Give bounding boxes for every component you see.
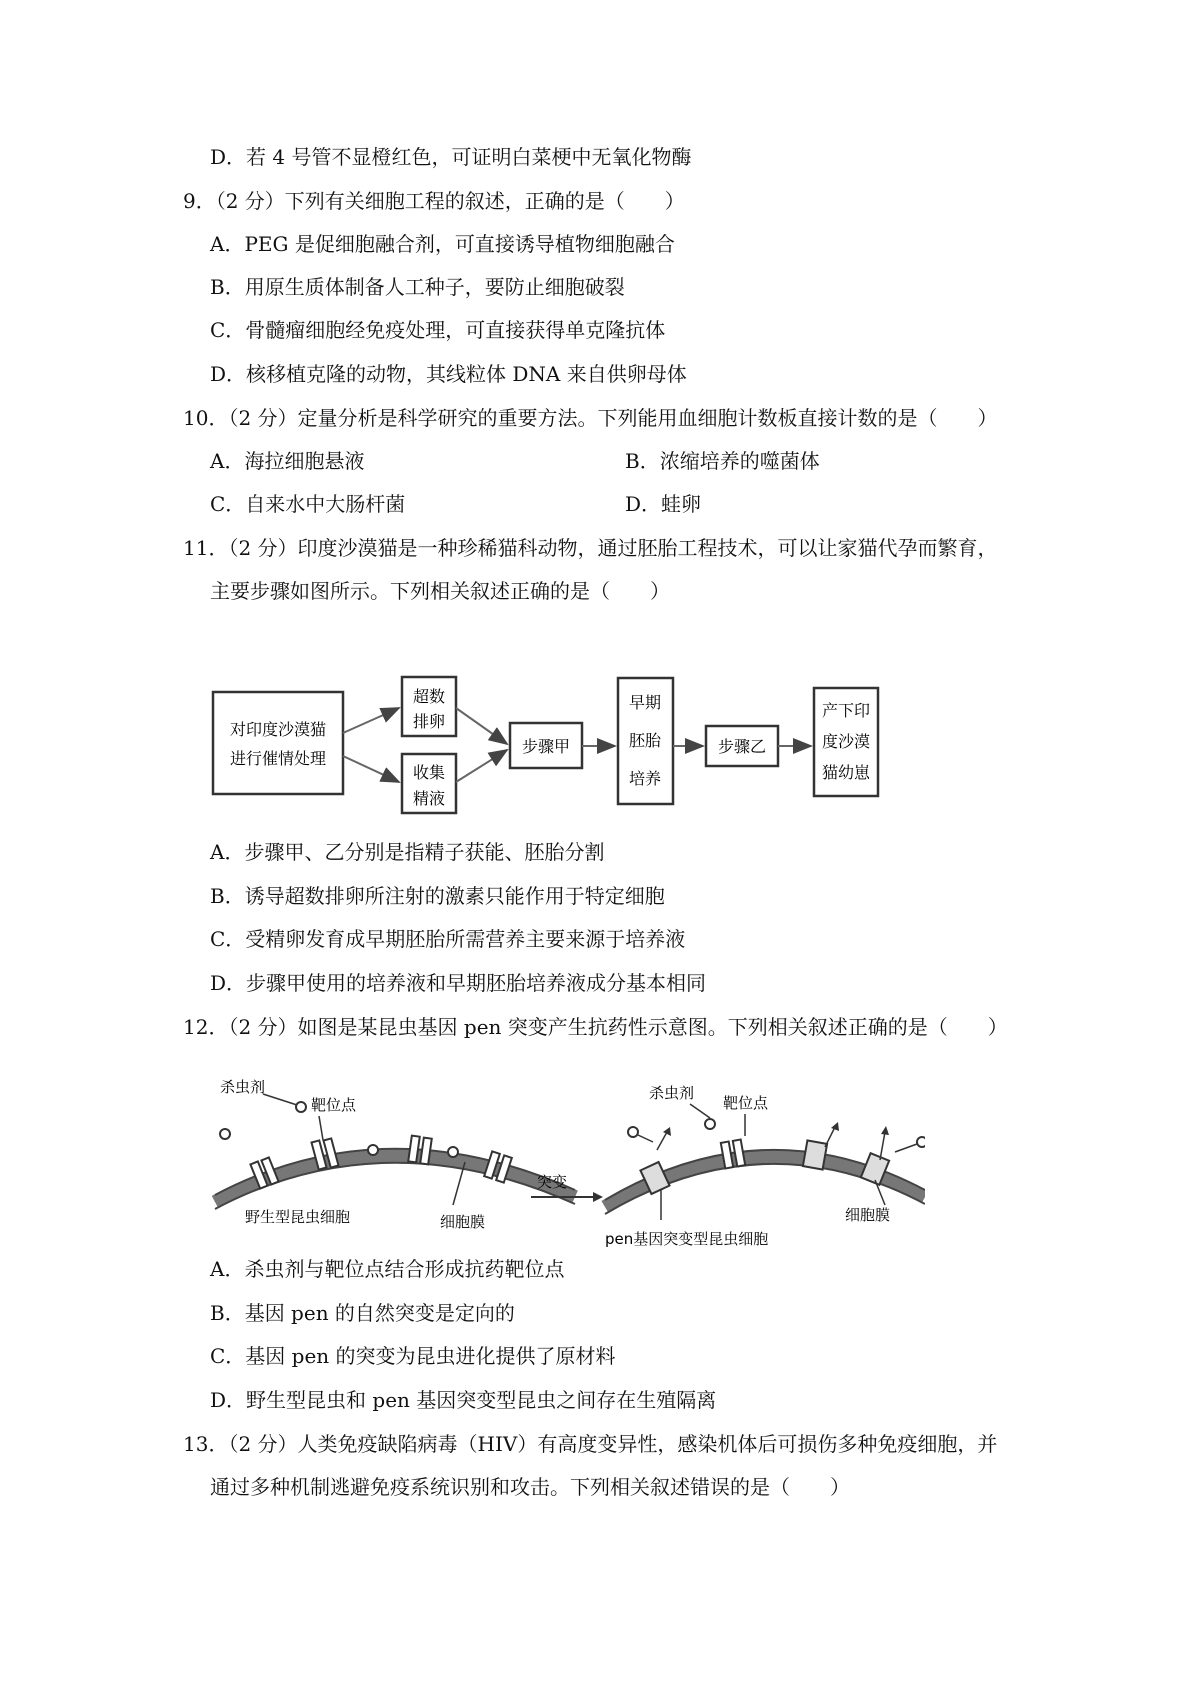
mutation-label: 突变 bbox=[537, 1173, 568, 1191]
birth-text-3: 猫幼崽 bbox=[821, 763, 871, 782]
option-10d: D．蛙卵 bbox=[625, 492, 702, 516]
insecticide-molecule-1 bbox=[220, 1129, 230, 1139]
superov-text-2: 排卵 bbox=[412, 712, 446, 731]
option-9c: C．骨髓瘤细胞经免疫处理，可直接获得单克隆抗体 bbox=[210, 318, 666, 342]
membrane-left-label: 细胞膜 bbox=[440, 1213, 486, 1231]
birth-text-1: 产下印 bbox=[821, 701, 871, 720]
arrow-superov bbox=[343, 708, 399, 733]
birth-text-2: 度沙漠 bbox=[821, 732, 871, 751]
option-12a: A．杀虫剂与靶位点结合形成抗药靶位点 bbox=[210, 1257, 565, 1281]
option-9a: A．PEG 是促细胞融合剂，可直接诱导植物细胞融合 bbox=[210, 232, 675, 256]
early-text-1: 早期 bbox=[628, 693, 662, 712]
option-12d: D．野生型昆虫和 pen 基因突变型昆虫之间存在生殖隔离 bbox=[210, 1388, 717, 1412]
option-10c: C．自来水中大肠杆菌 bbox=[210, 492, 406, 516]
mutant-channel-3 bbox=[803, 1140, 827, 1169]
question-11-cont: 主要步骤如图所示。下列相关叙述正确的是（ ） bbox=[210, 579, 670, 603]
question-13: 13．（2 分）人类免疫缺陷病毒（HIV）有高度变异性，感染机体后可损伤多种免疫细胞，并 bbox=[183, 1432, 998, 1456]
start-text-1: 对印度沙漠猫 bbox=[229, 720, 327, 739]
arrow-a2 bbox=[456, 750, 507, 782]
option-10b: B．浓缩培养的噬菌体 bbox=[625, 449, 820, 473]
option-10a: A．海拉细胞悬液 bbox=[210, 449, 365, 473]
superov-text-1: 超数 bbox=[412, 687, 446, 706]
collect-text-2: 精液 bbox=[412, 789, 446, 808]
embryo-flowchart bbox=[205, 670, 905, 820]
early-text-3: 培养 bbox=[628, 769, 662, 788]
question-10: 10．（2 分）定量分析是科学研究的重要方法。下列能用血细胞计数板直接计数的是（ ） bbox=[183, 406, 998, 430]
leader-insecticide-right bbox=[690, 1104, 710, 1118]
early-text-2: 胚胎 bbox=[628, 731, 662, 750]
arrow-a1 bbox=[456, 708, 507, 744]
insecticide-right-label: 杀虫剂 bbox=[649, 1084, 695, 1102]
target-right-label: 靶位点 bbox=[723, 1094, 769, 1112]
membrane-right-label: 细胞膜 bbox=[845, 1206, 891, 1224]
question-9: 9．（2 分）下列有关细胞工程的叙述，正确的是（ ） bbox=[183, 189, 685, 213]
insecticide-molecule-4 bbox=[448, 1147, 458, 1157]
wild-type-label: 野生型昆虫细胞 bbox=[245, 1208, 351, 1226]
step-b-text: 步骤乙 bbox=[717, 737, 767, 756]
insecticide-molecule-3 bbox=[368, 1145, 378, 1155]
insecticide-molecule-6 bbox=[705, 1119, 715, 1129]
step-a-text: 步骤甲 bbox=[521, 737, 571, 756]
target-left-label: 靶位点 bbox=[311, 1096, 357, 1114]
start-text-2: 进行催情处理 bbox=[229, 749, 327, 768]
option-9b: B．用原生质体制备人工种子，要防止细胞破裂 bbox=[210, 275, 625, 299]
option-12c: C．基因 pen 的突变为昆虫进化提供了原材料 bbox=[210, 1344, 616, 1368]
mutant-label: pen基因突变型昆虫细胞 bbox=[605, 1230, 769, 1248]
question-11: 11．（2 分）印度沙漠猫是一种珍稀猫科动物，通过胚胎工程技术，可以让家猫代孕而繁育， bbox=[183, 536, 998, 560]
option-9d: D．核移植克隆的动物，其线粒体 DNA 来自供卵母体 bbox=[210, 362, 687, 386]
membrane-diagram bbox=[205, 1072, 925, 1252]
leader-insecticide-left bbox=[263, 1094, 297, 1105]
option-11c: C．受精卵发育成早期胚胎所需营养主要来源于培养液 bbox=[210, 927, 686, 951]
question-13-cont: 通过多种机制逃避免疫系统识别和攻击。下列相关叙述错误的是（ ） bbox=[210, 1475, 850, 1499]
leader-target-left bbox=[319, 1116, 323, 1140]
option-11d: D．步骤甲使用的培养液和早期胚胎培养液成分基本相同 bbox=[210, 971, 707, 995]
option-12b: B．基因 pen 的自然突变是定向的 bbox=[210, 1301, 515, 1325]
collect-text-1: 收集 bbox=[412, 763, 446, 782]
question-12: 12．（2 分）如图是某昆虫基因 pen 突变产生抗药性示意图。下列相关叙述正确的是（ ） bbox=[183, 1015, 1008, 1039]
option-11b: B．诱导超数排卵所注射的激素只能作用于特定细胞 bbox=[210, 884, 665, 908]
option-11a: A．步骤甲、乙分别是指精子获能、胚胎分割 bbox=[210, 840, 605, 864]
arrow-collect bbox=[343, 756, 399, 782]
insecticide-molecule-7 bbox=[917, 1137, 925, 1147]
option-8d: D．若 4 号管不显橙红色，可证明白菜梗中无氧化物酶 bbox=[210, 145, 692, 169]
insecticide-molecule-2 bbox=[296, 1102, 306, 1112]
insecticide-molecule-5 bbox=[628, 1127, 638, 1137]
insecticide-left-label: 杀虫剂 bbox=[220, 1078, 266, 1096]
start-box bbox=[213, 692, 343, 794]
